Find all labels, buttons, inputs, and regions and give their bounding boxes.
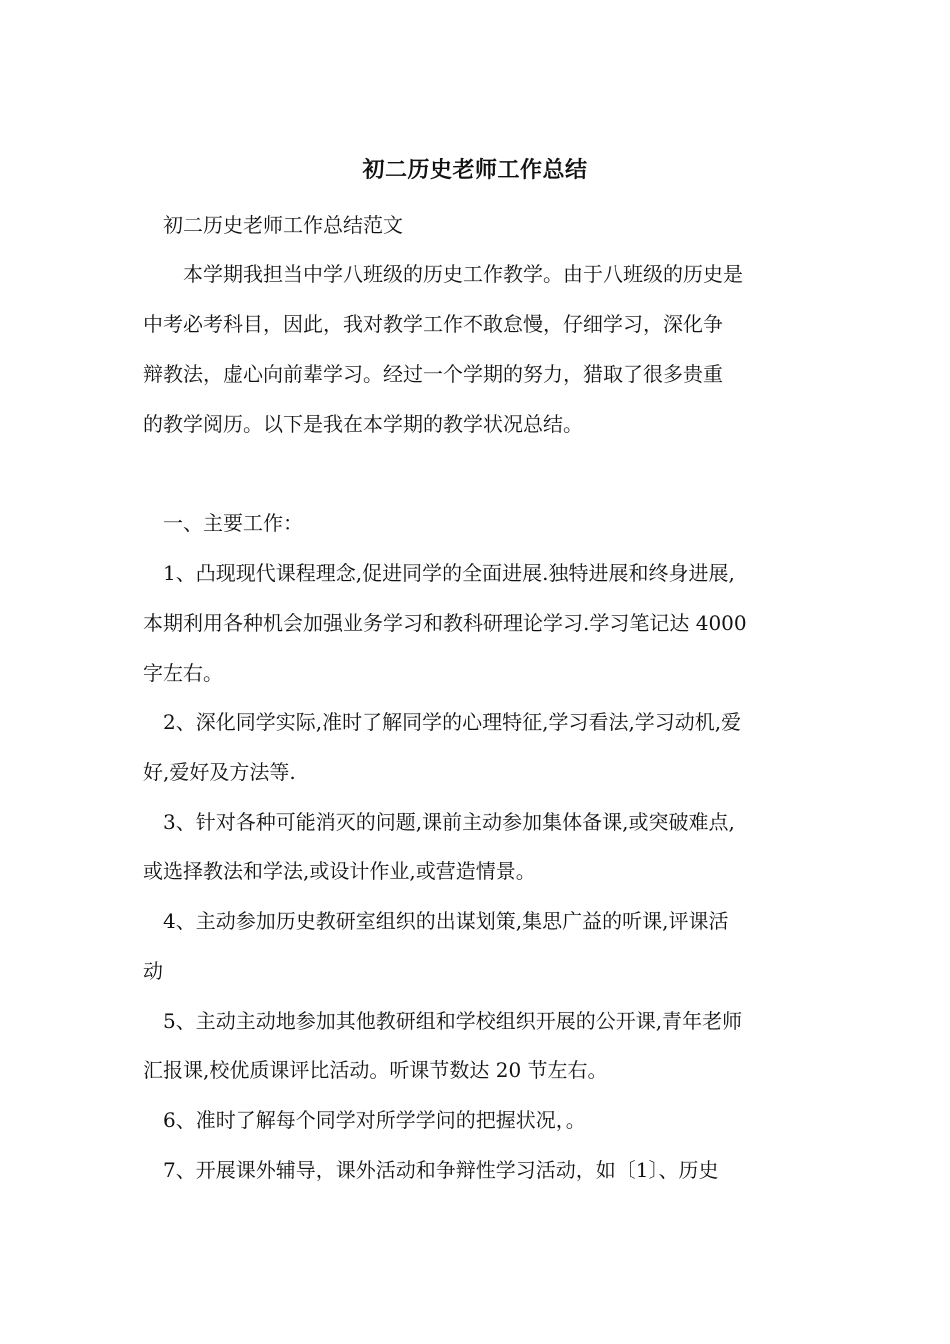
item-line-2: 本期利用各种机会加强业务学习和教科研理论学习.学习笔记达 4000	[143, 611, 747, 635]
item-line-10: 5、主动主动地参加其他教研组和学校组织开展的公开课,青年老师	[163, 1009, 743, 1033]
item-line-1: 1、凸现现代课程理念,促进同学的全面进展.独特进展和终身进展,	[163, 561, 735, 585]
intro-line-4: 的教学阅历。以下是我在本学期的教学状况总结。	[143, 412, 583, 436]
item-line-12: 6、准时了解每个同学对所学学问的把握状况，。	[163, 1108, 586, 1132]
item-line-6: 3、针对各种可能消灭的问题,课前主动参加集体备课,或突破难点,	[163, 810, 735, 834]
section-heading: 一、主要工作：	[163, 511, 303, 535]
item-line-4: 2、深化同学实际,准时了解同学的心理特征,学习看法,学习动机,爱	[163, 710, 742, 734]
document-title: 初二历史老师工作总结	[362, 157, 588, 183]
item-line-11: 汇报课,校优质课评比活动。听课节数达 20 节左右。	[143, 1058, 608, 1082]
intro-line-1: 本学期我担当中学八班级的历史工作教学。由于八班级的历史是	[183, 262, 743, 286]
item-line-5: 好,爱好及方法等.	[143, 760, 296, 784]
document-subtitle: 初二历史老师工作总结范文	[163, 213, 403, 237]
item-line-13: 7、开展课外辅导，课外活动和争辩性学习活动，如〔1〕、历史	[163, 1158, 719, 1182]
item-line-8: 4、主动参加历史教研室组织的出谋划策,集思广益的听课,评课活	[163, 909, 729, 933]
item-line-9: 动	[143, 959, 163, 983]
intro-line-3: 辩教法，虚心向前辈学习。经过一个学期的努力，猎取了很多贵重	[143, 362, 723, 386]
intro-line-2: 中考必考科目，因此，我对教学工作不敢怠慢，仔细学习，深化争	[143, 312, 723, 336]
item-line-3: 字左右。	[143, 661, 223, 685]
item-line-7: 或选择教法和学法,或设计作业,或营造情景。	[143, 859, 536, 883]
